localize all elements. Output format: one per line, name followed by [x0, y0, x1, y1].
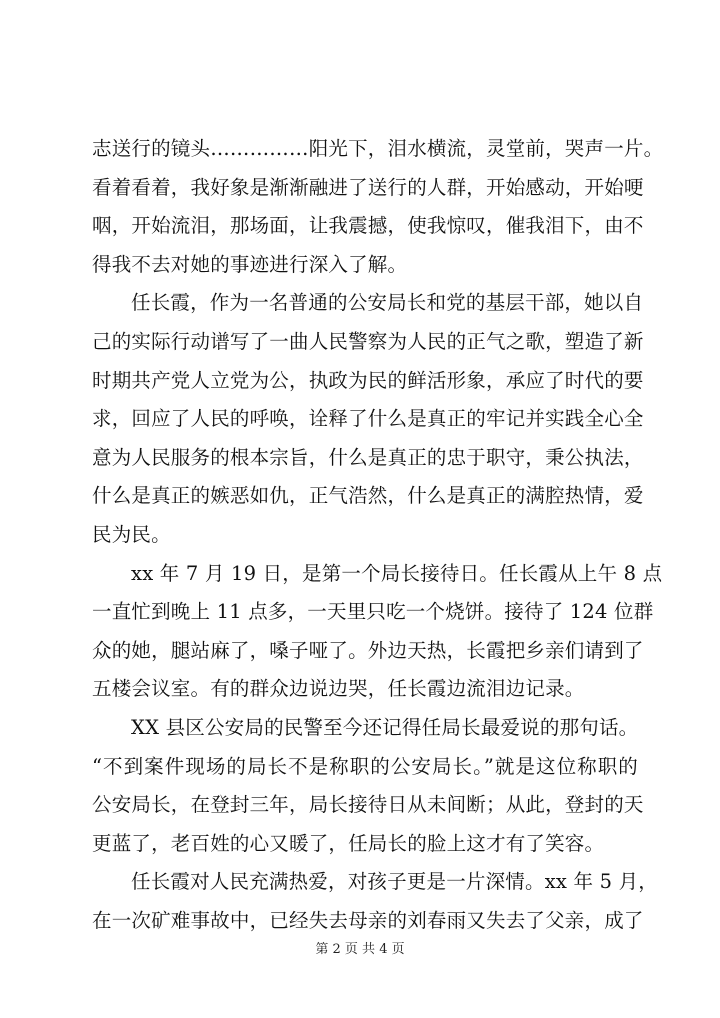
text-line: 时期共产党人立党为公，执政为民的鲜活形象，承应了时代的要 [92, 368, 644, 392]
text-line: 看着看着，我好象是渐渐融进了送行的人群，开始感动，开始哽 [92, 175, 644, 199]
text-line: XX 县区公安局的民警至今还记得任局长最爱说的那句话。 [131, 715, 639, 739]
text-line: 民为民。 [92, 522, 171, 546]
text-line: 咽，开始流泪，那场面，让我震撼，使我惊叹，催我泪下，由不 [92, 214, 644, 238]
text-line: “不到案件现场的局长不是称职的公安局长。”就是这位称职的 [92, 754, 638, 778]
text-line: 什么是真正的嫉恶如仇，正气浩然，什么是真正的满腔热情，爱 [92, 484, 644, 508]
text-line: 一直忙到晚上 11 点多，一天里只吃一个烧饼。接待了 124 位群 [92, 600, 654, 624]
text-line: 公安局长，在登封三年，局长接待日从未间断；从此，登封的天 [92, 793, 644, 817]
text-line: 五楼会议室。有的群众边说边哭，任长霞边流泪边记录。 [92, 677, 585, 701]
text-line: 求，回应了人民的呼唤，诠释了什么是真正的牢记并实践全心全 [92, 407, 644, 431]
text-line: 任长霞，作为一名普通的公安局长和党的基层干部，她以自 [131, 291, 644, 315]
text-line: 得我不去对她的事迹进行深入了解。 [92, 252, 408, 276]
text-line: 任长霞对人民充满热爱，对孩子更是一片深情。xx 年 5 月， [131, 870, 658, 894]
text-line: 意为人民服务的根本宗旨，什么是真正的忠于职守，秉公执法， [92, 445, 644, 469]
text-line: xx 年 7 月 19 日，是第一个局长接待日。任长霞从上午 8 点 [131, 561, 663, 585]
text-line: 众的她，腿站麻了，嗓子哑了。外边天热，长霞把乡亲们请到了 [92, 638, 644, 662]
text-line: 更蓝了，老百姓的心又暖了，任局长的脸上这才有了笑容。 [92, 831, 605, 855]
page-number: 第 2 页 共 4 页 [315, 942, 405, 957]
text-line: 在一次矿难事故中，已经失去母亲的刘春雨又失去了父亲，成了 [92, 908, 644, 932]
text-line: 志送行的镜头……………阳光下，泪水横流，灵堂前，哭声一片。 [92, 137, 664, 160]
text-line: 己的实际行动谱写了一曲人民警察为人民的正气之歌，塑造了新 [92, 329, 644, 353]
body-text [92, 130, 664, 940]
